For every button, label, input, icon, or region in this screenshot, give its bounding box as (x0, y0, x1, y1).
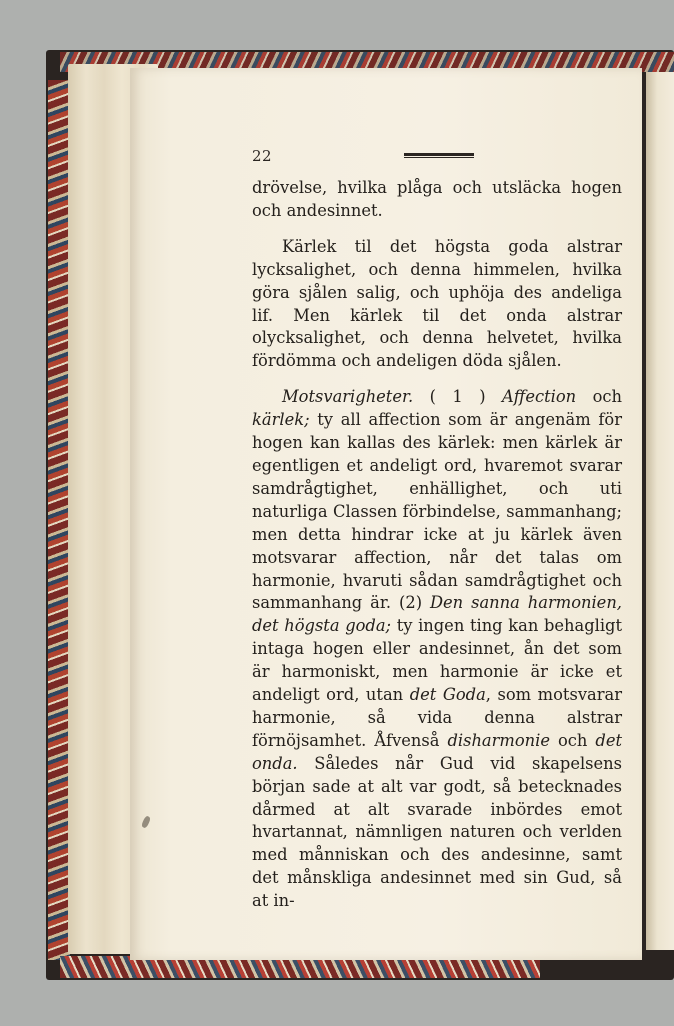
page-number: 22 (252, 147, 273, 165)
page-text (252, 177, 622, 913)
paragraph-2: Kärlek til det högsta goda alstrar lycksalighet, och denna himmelen, hvilka göra sjålen salig, och uphöja des andeliga lif. Men kärlek til det onda alstrar olycksalighet, och denna helvetet, hvilka fördömma och andeligen döda sjålen. (252, 236, 622, 371)
header-rule (404, 153, 474, 158)
paragraph-1: drövelse, hvilka plåga och utsläcka hogen och andesinnet. (252, 178, 622, 220)
paragraph-3: Motsvarigheter. ( 1 ) Affection och kärlek; ty all affection som är angenäm för hogen kan kallas des kärlek: men kärlek är egentligen et andeligt ord, hvaremot svarar samdrågtighet, enhällighet, och uti naturliga Classen förbindelse, sammanhang; men detta hindrar icke at ju kärlek även motsvarar affection, når det talas om harmonie, hvaruti sådan samdrågtighet och sammanhang är. (2) Den sanna harmonien, det högsta goda; ty ingen ting kan behagligt intaga hogen eller andesinnet, ån det som är harmoniskt, men harmonie är icke et andeligt ord, utan det Goda, som motsvarar harmonie, så vida denna alstrar förnöjsamhet. Åfvenså disharmonie och det onda. Således når Gud vid skapelsens början sade at alt var godt, så betecknades dårmed at alt svarade inbördes emot hvartannat, nämnligen naturen och verlden med månniskan och des andesinne, samt det månskliga andesinnet med sin Gud, så at in- (252, 387, 623, 911)
heading-motsvarigheter: Motsvarigheter. (282, 387, 414, 407)
marbled-edge-left (48, 80, 70, 960)
facing-page-edge (646, 72, 674, 950)
